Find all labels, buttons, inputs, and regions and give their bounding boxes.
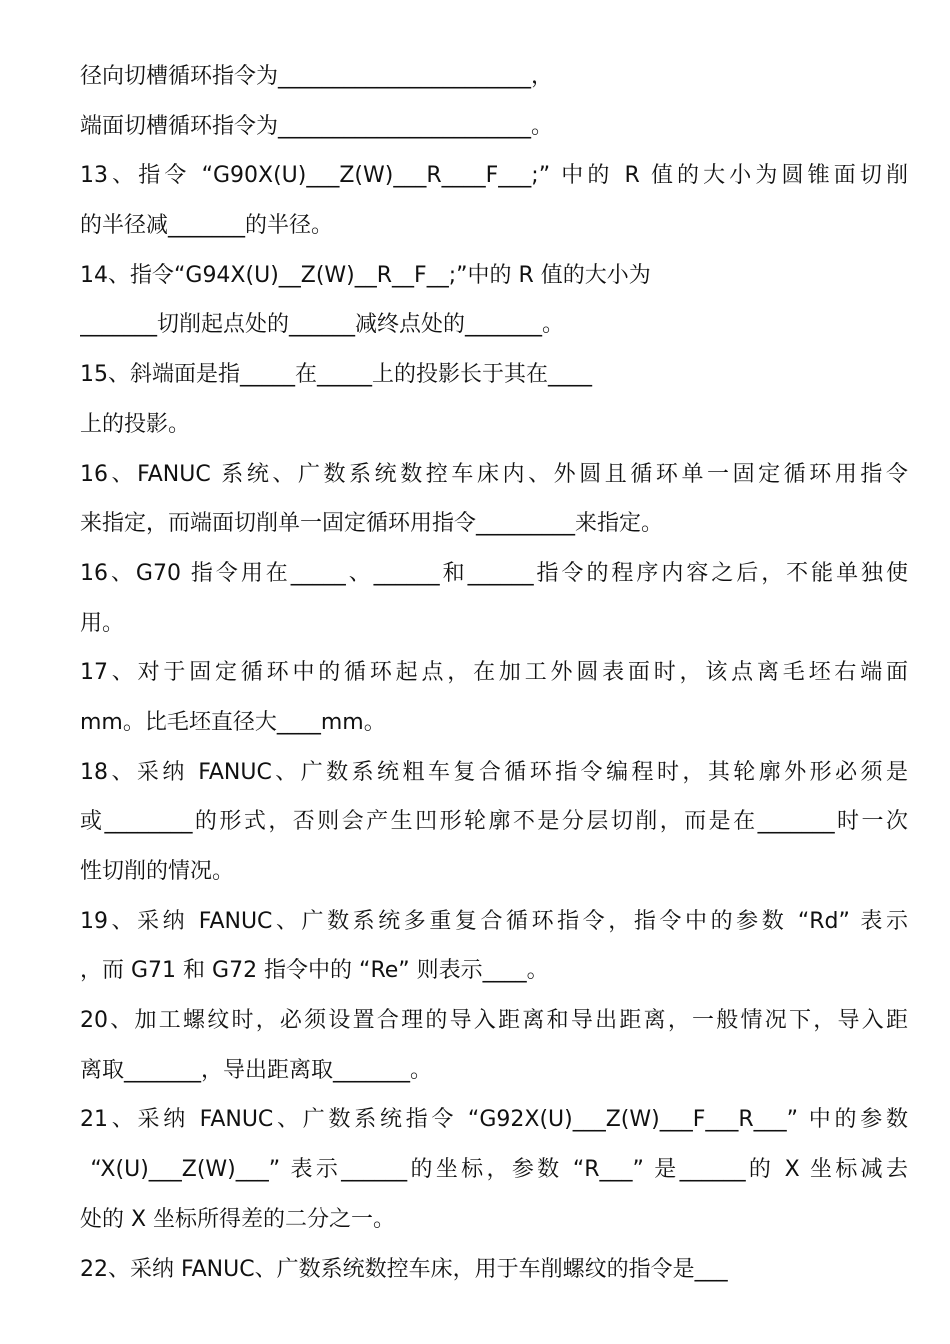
question-17-line-2: mm。比毛坯直径大____mm。 bbox=[80, 709, 386, 735]
question-15-line-2: 上的投影。 bbox=[80, 411, 191, 437]
question-14-line-1: 14、指令“G94X(U)__Z(W)__R__F__;”中的 R 值的大小为 bbox=[80, 262, 651, 288]
question-18-line-1: 18、采纳 FANUC、广数系统粗车复合循环指令编程时，其轮廓外形必须是 bbox=[80, 759, 908, 785]
question-15-line-1: 15、斜端面是指_____在_____上的投影长于其在____ bbox=[80, 362, 592, 388]
text-line: 径向切槽循环指令为_______________________， bbox=[80, 64, 554, 89]
question-20-line-1: 20、加工螺纹时，必须设置合理的导入距离和导出距离，一般情况下，导入距 bbox=[80, 1008, 908, 1034]
question-18-line-2: 或________的形式，否则会产生凹形轮廓不是分层切削，而是在_______时一次 bbox=[80, 809, 908, 835]
question-21-line-1: 21、采纳 FANUC、广数系统指令 “G92X(U)___Z(W)___F___R___” 中的参数 bbox=[80, 1107, 908, 1133]
question-16a-line-2: 来指定，而端面切削单一固定循环用指令_________来指定。 bbox=[80, 511, 664, 537]
question-16b-line-2: 用。 bbox=[80, 610, 125, 636]
text-line: 端面切槽循环指令为_______________________。 bbox=[80, 113, 554, 139]
question-21-line-3: 处的 X 坐标所得差的二分之一。 bbox=[80, 1206, 396, 1232]
question-20-line-2: 离取_______，导出距离取_______。 bbox=[80, 1057, 433, 1083]
question-16b-line-1: 16、G70 指令用在_____、______和______指令的程序内容之后，不能单独使 bbox=[80, 560, 908, 586]
question-19-line-2: ，而 G71 和 G72 指令中的 “Re” 则表示____。 bbox=[80, 958, 549, 984]
question-16a-line-1: 16、FANUC 系统、广数系统数控车床内、外圆且循环单一固定循环用指令 bbox=[80, 461, 908, 487]
question-22-line-1: 22、采纳 FANUC、广数系统数控车床，用于车削螺纹的指令是___ bbox=[80, 1256, 728, 1282]
question-19-line-1: 19、采纳 FANUC、广数系统多重复合循环指令，指令中的参数 “Rd” 表示 bbox=[80, 908, 908, 934]
question-13-line-2: 的半径减_______的半径。 bbox=[80, 213, 334, 239]
question-14-line-2: _______切削起点处的______减终点处的_______。 bbox=[80, 312, 565, 338]
question-21-line-2: “X(U)___Z(W)___” 表示______的坐标，参数 “R___” 是______的 X 坐标减去 bbox=[80, 1157, 908, 1183]
question-13-line-1: 13、指令 “G90X(U)___Z(W)___R____F___;” 中的 R 值的大小为圆锥面切削 bbox=[80, 163, 908, 189]
document-page bbox=[80, 52, 908, 1294]
question-17-line-1: 17、对于固定循环中的循环起点，在加工外圆表面时，该点离毛坯右端面 bbox=[80, 660, 908, 686]
question-18-line-3: 性切削的情况。 bbox=[80, 859, 235, 884]
